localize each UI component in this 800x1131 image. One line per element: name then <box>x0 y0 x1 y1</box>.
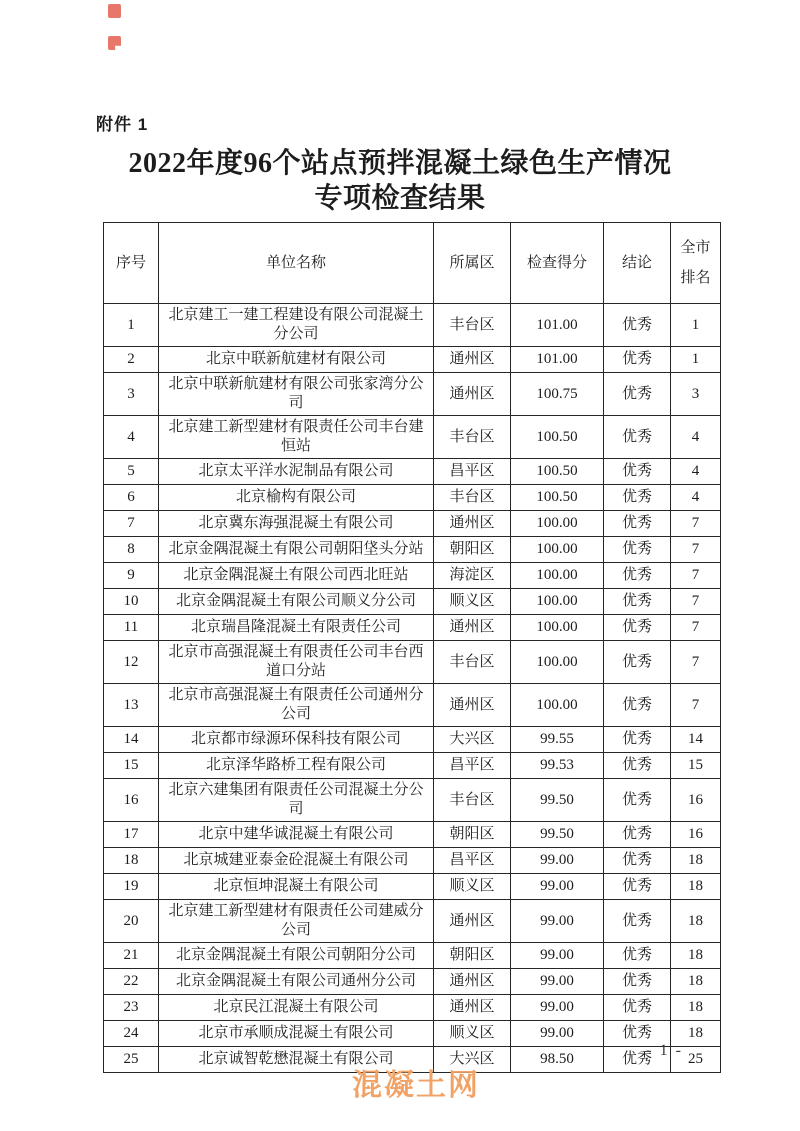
cell-rank: 15 <box>671 753 721 779</box>
page-number: - 1 - <box>646 1042 683 1059</box>
table-row <box>104 727 721 753</box>
cell-district: 昌平区 <box>434 753 511 779</box>
cell-conclusion: 优秀 <box>604 563 671 589</box>
cell-score: 99.00 <box>511 943 604 969</box>
cell-score: 100.50 <box>511 416 604 459</box>
cell-conclusion: 优秀 <box>604 779 671 822</box>
table-row <box>104 589 721 615</box>
table-row <box>104 485 721 511</box>
cell-rank: 4 <box>671 485 721 511</box>
cell-conclusion: 优秀 <box>604 969 671 995</box>
cell-name: 北京榆构有限公司 <box>159 485 434 511</box>
cell-district: 顺义区 <box>434 874 511 900</box>
cell-name: 北京建工一建工程建设有限公司混凝土分公司 <box>159 304 434 347</box>
cell-rank: 18 <box>671 995 721 1021</box>
cell-score: 99.00 <box>511 995 604 1021</box>
cell-district: 大兴区 <box>434 1047 511 1073</box>
cell-conclusion: 优秀 <box>604 995 671 1021</box>
table-row <box>104 304 721 347</box>
cell-name: 北京建工新型建材有限责任公司丰台建恒站 <box>159 416 434 459</box>
cell-no: 1 <box>104 304 159 347</box>
cell-district: 通州区 <box>434 900 511 943</box>
cell-name: 北京金隅混凝土有限公司通州分公司 <box>159 969 434 995</box>
cell-score: 99.00 <box>511 1021 604 1047</box>
cell-name: 北京民江混凝土有限公司 <box>159 995 434 1021</box>
cell-rank: 4 <box>671 416 721 459</box>
table-header <box>104 223 721 304</box>
cell-no: 10 <box>104 589 159 615</box>
cell-name: 北京金隅混凝土有限公司朝阳分公司 <box>159 943 434 969</box>
cell-district: 通州区 <box>434 511 511 537</box>
cell-rank: 18 <box>671 900 721 943</box>
table-row <box>104 943 721 969</box>
red-stamp-fragment-icon <box>108 36 121 50</box>
cell-conclusion: 优秀 <box>604 511 671 537</box>
table-row <box>104 347 721 373</box>
header-rank: 全市排名 <box>671 223 721 304</box>
cell-district: 顺义区 <box>434 589 511 615</box>
cell-rank: 18 <box>671 969 721 995</box>
cell-rank: 7 <box>671 641 721 684</box>
header-conclusion: 结论 <box>604 223 671 304</box>
cell-rank: 18 <box>671 848 721 874</box>
cell-conclusion: 优秀 <box>604 641 671 684</box>
cell-district: 丰台区 <box>434 779 511 822</box>
header-no: 序号 <box>104 223 159 304</box>
table-row <box>104 753 721 779</box>
cell-no: 16 <box>104 779 159 822</box>
page-title-line-1: 2022年度96个站点预拌混凝土绿色生产情况 <box>128 148 672 179</box>
table-row <box>104 900 721 943</box>
header-district: 所属区 <box>434 223 511 304</box>
cell-district: 朝阳区 <box>434 537 511 563</box>
table-row <box>104 511 721 537</box>
cell-rank: 7 <box>671 615 721 641</box>
inspection-results-table <box>103 222 721 1073</box>
cell-score: 98.50 <box>511 1047 604 1073</box>
cell-score: 100.00 <box>511 684 604 727</box>
cell-no: 12 <box>104 641 159 684</box>
cell-score: 99.00 <box>511 969 604 995</box>
cell-name: 北京金隅混凝土有限公司西北旺站 <box>159 563 434 589</box>
cell-district: 丰台区 <box>434 641 511 684</box>
table-row <box>104 779 721 822</box>
cell-no: 24 <box>104 1021 159 1047</box>
cell-conclusion: 优秀 <box>604 416 671 459</box>
cell-rank: 16 <box>671 822 721 848</box>
cell-name: 北京城建亚泰金砼混凝土有限公司 <box>159 848 434 874</box>
cell-conclusion: 优秀 <box>604 727 671 753</box>
cell-no: 17 <box>104 822 159 848</box>
cell-score: 100.00 <box>511 563 604 589</box>
cell-no: 5 <box>104 459 159 485</box>
cell-name: 北京市高强混凝土有限责任公司丰台西道口分站 <box>159 641 434 684</box>
cell-conclusion: 优秀 <box>604 373 671 416</box>
cell-district: 通州区 <box>434 684 511 727</box>
cell-name: 北京泽华路桥工程有限公司 <box>159 753 434 779</box>
cell-no: 6 <box>104 485 159 511</box>
cell-name: 北京六建集团有限责任公司混凝土分公司 <box>159 779 434 822</box>
cell-score: 100.00 <box>511 589 604 615</box>
cell-name: 北京市高强混凝土有限责任公司通州分公司 <box>159 684 434 727</box>
cell-score: 100.75 <box>511 373 604 416</box>
cell-district: 大兴区 <box>434 727 511 753</box>
cell-score: 99.00 <box>511 900 604 943</box>
cell-district: 丰台区 <box>434 416 511 459</box>
table-row <box>104 459 721 485</box>
table-row <box>104 995 721 1021</box>
table-row <box>104 848 721 874</box>
cell-conclusion: 优秀 <box>604 459 671 485</box>
cell-conclusion: 优秀 <box>604 615 671 641</box>
watermark: 混凝土网 <box>352 1069 480 1102</box>
cell-name: 北京建工新型建材有限责任公司建威分公司 <box>159 900 434 943</box>
cell-score: 100.00 <box>511 511 604 537</box>
table-row <box>104 416 721 459</box>
page-title-line-2: 专项检查结果 <box>314 183 486 214</box>
cell-district: 丰台区 <box>434 304 511 347</box>
cell-score: 100.00 <box>511 537 604 563</box>
cell-no: 14 <box>104 727 159 753</box>
cell-score: 99.50 <box>511 779 604 822</box>
cell-no: 22 <box>104 969 159 995</box>
cell-score: 99.55 <box>511 727 604 753</box>
cell-score: 99.50 <box>511 822 604 848</box>
cell-conclusion: 优秀 <box>604 589 671 615</box>
cell-name: 北京金隅混凝土有限公司朝阳垡头分站 <box>159 537 434 563</box>
cell-district: 通州区 <box>434 347 511 373</box>
cell-score: 101.00 <box>511 304 604 347</box>
cell-rank: 16 <box>671 779 721 822</box>
table-row <box>104 1021 721 1047</box>
cell-name: 北京金隅混凝土有限公司顺义分公司 <box>159 589 434 615</box>
table-row <box>104 684 721 727</box>
cell-conclusion: 优秀 <box>604 753 671 779</box>
cell-name: 北京诚智乾懋混凝土有限公司 <box>159 1047 434 1073</box>
cell-rank: 1 <box>671 304 721 347</box>
cell-district: 顺义区 <box>434 1021 511 1047</box>
cell-score: 100.50 <box>511 485 604 511</box>
cell-district: 通州区 <box>434 615 511 641</box>
cell-no: 15 <box>104 753 159 779</box>
table-header-row <box>104 223 721 304</box>
cell-rank: 7 <box>671 589 721 615</box>
cell-conclusion: 优秀 <box>604 347 671 373</box>
cell-no: 13 <box>104 684 159 727</box>
cell-district: 朝阳区 <box>434 943 511 969</box>
table-body <box>104 304 721 1073</box>
cell-no: 8 <box>104 537 159 563</box>
cell-score: 100.00 <box>511 615 604 641</box>
cell-score: 100.50 <box>511 459 604 485</box>
header-name: 单位名称 <box>159 223 434 304</box>
table-row <box>104 615 721 641</box>
cell-rank: 18 <box>671 943 721 969</box>
cell-conclusion: 优秀 <box>604 900 671 943</box>
cell-conclusion: 优秀 <box>604 485 671 511</box>
cell-rank: 18 <box>671 874 721 900</box>
table-row <box>104 537 721 563</box>
cell-name: 北京恒坤混凝土有限公司 <box>159 874 434 900</box>
cell-rank: 25 <box>671 1047 721 1073</box>
cell-score: 101.00 <box>511 347 604 373</box>
cell-no: 11 <box>104 615 159 641</box>
cell-name: 北京冀东海强混凝土有限公司 <box>159 511 434 537</box>
cell-conclusion: 优秀 <box>604 684 671 727</box>
cell-no: 7 <box>104 511 159 537</box>
cell-conclusion: 优秀 <box>604 822 671 848</box>
cell-name: 北京都市绿源环保科技有限公司 <box>159 727 434 753</box>
cell-no: 3 <box>104 373 159 416</box>
cell-district: 海淀区 <box>434 563 511 589</box>
cell-conclusion: 优秀 <box>604 1021 671 1047</box>
cell-score: 99.00 <box>511 874 604 900</box>
cell-no: 18 <box>104 848 159 874</box>
cell-no: 2 <box>104 347 159 373</box>
cell-name: 北京中联新航建材有限公司张家湾分公司 <box>159 373 434 416</box>
cell-rank: 7 <box>671 684 721 727</box>
cell-district: 丰台区 <box>434 485 511 511</box>
header-score: 检查得分 <box>511 223 604 304</box>
cell-district: 通州区 <box>434 995 511 1021</box>
cell-rank: 3 <box>671 373 721 416</box>
cell-rank: 4 <box>671 459 721 485</box>
cell-rank: 7 <box>671 563 721 589</box>
cell-rank: 7 <box>671 511 721 537</box>
cell-conclusion: 优秀 <box>604 1047 671 1073</box>
cell-district: 通州区 <box>434 373 511 416</box>
cell-no: 23 <box>104 995 159 1021</box>
cell-name: 北京中建华诚混凝土有限公司 <box>159 822 434 848</box>
cell-no: 20 <box>104 900 159 943</box>
cell-no: 9 <box>104 563 159 589</box>
cell-name: 北京中联新航建材有限公司 <box>159 347 434 373</box>
cell-rank: 7 <box>671 537 721 563</box>
cell-name: 北京市承顺成混凝土有限公司 <box>159 1021 434 1047</box>
red-stamp-fragment-icon <box>108 4 121 18</box>
table-row <box>104 563 721 589</box>
cell-name: 北京瑞昌隆混凝土有限责任公司 <box>159 615 434 641</box>
cell-score: 99.53 <box>511 753 604 779</box>
attachment-label: 附件 1 <box>96 115 149 134</box>
cell-conclusion: 优秀 <box>604 848 671 874</box>
page-title <box>0 146 800 216</box>
table-row <box>104 373 721 416</box>
table-row <box>104 822 721 848</box>
cell-score: 99.00 <box>511 848 604 874</box>
cell-no: 4 <box>104 416 159 459</box>
cell-rank: 14 <box>671 727 721 753</box>
cell-rank: 1 <box>671 347 721 373</box>
cell-district: 通州区 <box>434 969 511 995</box>
table-row <box>104 641 721 684</box>
cell-conclusion: 优秀 <box>604 874 671 900</box>
cell-conclusion: 优秀 <box>604 304 671 347</box>
cell-name: 北京太平洋水泥制品有限公司 <box>159 459 434 485</box>
cell-district: 昌平区 <box>434 459 511 485</box>
cell-no: 19 <box>104 874 159 900</box>
cell-score: 100.00 <box>511 641 604 684</box>
cell-conclusion: 优秀 <box>604 537 671 563</box>
cell-district: 昌平区 <box>434 848 511 874</box>
cell-conclusion: 优秀 <box>604 943 671 969</box>
cell-no: 25 <box>104 1047 159 1073</box>
cell-no: 21 <box>104 943 159 969</box>
table-row <box>104 874 721 900</box>
cell-district: 朝阳区 <box>434 822 511 848</box>
table-row <box>104 969 721 995</box>
cell-rank: 18 <box>671 1021 721 1047</box>
